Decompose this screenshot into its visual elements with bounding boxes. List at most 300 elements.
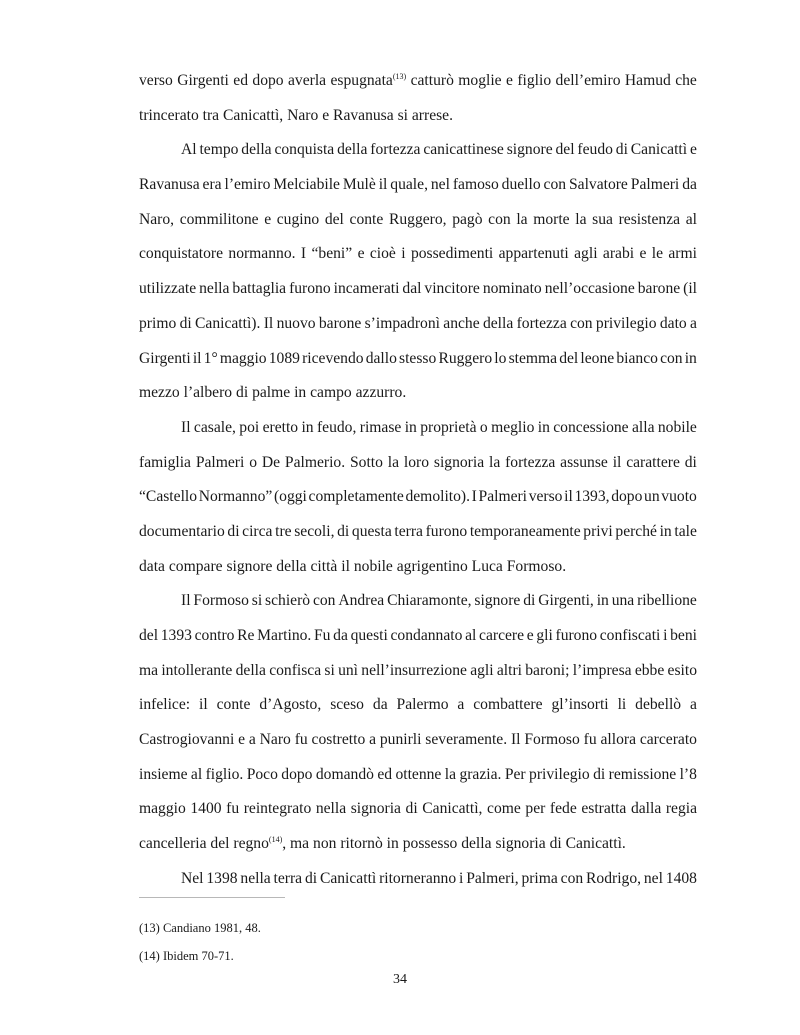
line-word: il — [341, 557, 350, 575]
line-word: si — [251, 592, 263, 610]
line-word: dopo — [611, 488, 643, 506]
line-word: di — [523, 592, 536, 610]
line-word: che — [675, 72, 697, 89]
line-word: di — [227, 522, 240, 540]
line-word: tra — [202, 106, 220, 124]
line-word: 1408 — [665, 869, 697, 887]
line-word: della — [235, 661, 266, 679]
line-word: fortezza — [505, 453, 556, 471]
line-word: nel — [643, 869, 663, 887]
body-text — [139, 64, 697, 897]
line-word: incamerati — [333, 280, 400, 298]
line-word: Palmerio. — [284, 453, 346, 471]
line-word: Formoso — [524, 731, 580, 749]
line-word: Ravanusa — [139, 176, 200, 194]
line-word: i — [459, 869, 464, 887]
line-word: quale, — [390, 176, 428, 194]
line-word: ottenne — [395, 765, 442, 783]
line-word: Salvatore — [568, 176, 628, 194]
line-word: feudo — [577, 141, 613, 159]
line-word: catturò — [410, 72, 454, 89]
line-word: (oggi — [273, 488, 307, 506]
line-word: gl’insorti — [551, 696, 609, 714]
line-word: signore — [474, 592, 521, 610]
line-word: e — [238, 731, 246, 749]
line-word: da — [372, 696, 388, 714]
line-word: pagò — [452, 210, 483, 228]
line-word: e — [322, 106, 330, 124]
line-word: agli — [574, 245, 598, 263]
line-word: del — [559, 349, 579, 367]
line-word: nominato — [482, 280, 542, 298]
text-line — [139, 619, 697, 654]
line-word: tre — [275, 522, 292, 540]
line-word: un — [644, 488, 660, 506]
line-word: Castrogiovanni — [139, 731, 235, 749]
line-word: in — [596, 592, 609, 610]
line-word: con — [660, 349, 683, 367]
line-word: dal — [402, 280, 422, 298]
line-word: lo — [494, 349, 507, 367]
line-word: l’8 — [679, 765, 697, 783]
footnotes — [139, 914, 697, 970]
line-word: Al — [181, 141, 197, 159]
line-word: averla — [288, 72, 327, 89]
line-word: della — [461, 835, 492, 853]
line-word: commilitone — [179, 210, 259, 228]
line-word: 1393, — [574, 488, 610, 506]
text-line — [139, 203, 697, 238]
text-line — [139, 168, 697, 203]
line-word: carcere — [479, 627, 525, 644]
line-word: compare — [168, 557, 223, 575]
line-word: dato — [659, 314, 687, 332]
line-word: contro — [194, 627, 235, 644]
line-word: per — [525, 800, 546, 818]
line-word: furono — [289, 280, 331, 298]
line-word: alla — [631, 418, 655, 436]
line-word: Girgenti — [139, 349, 191, 367]
line-word: Re — [237, 627, 255, 644]
line-word: demolito). — [405, 488, 470, 506]
text-line — [139, 376, 697, 411]
line-word: la — [444, 765, 457, 783]
line-word: I — [471, 488, 477, 506]
line-word: tale — [674, 522, 697, 540]
line-word: mezzo — [139, 384, 180, 402]
line-word: ricevendo — [302, 349, 364, 367]
line-word: del — [555, 141, 575, 159]
line-word: terra — [273, 869, 303, 887]
line-word: Ruggero — [438, 349, 493, 367]
line-word: schierò — [265, 592, 311, 610]
line-word: espugnata$^{(13)}$ — [330, 72, 407, 89]
line-word: vuoto — [661, 488, 697, 506]
line-word: (il — [683, 280, 697, 298]
line-word: 1089 — [268, 349, 300, 367]
line-word: in — [684, 349, 697, 367]
line-word: o — [479, 418, 488, 436]
line-word: Canicattì). — [195, 314, 261, 332]
line-word: cioè — [369, 245, 396, 263]
line-word: Martino. — [257, 627, 312, 644]
line-word: combattere — [473, 696, 543, 714]
line-word: Sotto — [349, 453, 383, 471]
text-line — [139, 99, 697, 134]
line-word: privi — [583, 522, 613, 540]
line-word: assunse — [560, 453, 608, 471]
text-line — [139, 862, 697, 897]
line-word: e — [689, 141, 697, 159]
line-word: con — [488, 210, 511, 228]
line-word: di — [549, 835, 562, 853]
line-word: conquistatore — [139, 245, 224, 263]
text-line — [139, 723, 697, 758]
line-word: d’Agosto, — [259, 696, 322, 714]
line-word: signore — [226, 557, 273, 575]
line-word: e — [639, 245, 647, 263]
line-word: possesso — [402, 835, 458, 853]
line-word: Canicattì — [630, 141, 688, 159]
line-word: della — [241, 141, 272, 159]
line-word: carattere — [626, 453, 680, 471]
line-word: arrese. — [411, 106, 454, 124]
line-word: nobile — [353, 557, 393, 575]
text-line — [139, 272, 697, 307]
line-word: si — [324, 661, 335, 679]
text-line — [139, 64, 697, 99]
text-line — [139, 342, 697, 377]
line-word: 1393 — [160, 627, 192, 644]
line-word: o — [249, 453, 257, 471]
line-word: e — [526, 627, 534, 644]
line-word: privilegio — [529, 765, 590, 783]
line-word: terra — [394, 522, 423, 540]
line-word: ed — [377, 765, 393, 783]
line-word: eretto — [262, 418, 299, 436]
line-word: ritornò — [340, 835, 383, 853]
line-word: ed — [233, 72, 248, 89]
line-word: fu — [294, 731, 308, 749]
line-word: moglie — [458, 72, 502, 89]
text-line — [139, 515, 697, 550]
line-word: Girgenti, — [538, 592, 594, 610]
line-word: Melciabile — [273, 176, 340, 194]
text-line — [139, 446, 697, 481]
line-word: palme — [252, 384, 291, 402]
line-word: Palermo — [396, 696, 449, 714]
line-word: s’impadronì — [364, 314, 440, 332]
line-word: altri — [496, 661, 522, 679]
line-word: grazia. — [459, 765, 502, 783]
text-line — [139, 307, 697, 342]
footnote: (14) Ibidem 70-71. — [139, 949, 234, 963]
line-word: casale, — [193, 418, 236, 436]
line-word: temporaneamente — [469, 522, 581, 540]
line-word: fu — [583, 731, 597, 749]
line-word: con — [312, 592, 336, 610]
line-word: bianco — [616, 349, 658, 367]
line-word: carcerato — [639, 731, 697, 749]
page-number: 34 — [393, 972, 407, 987]
line-word: maggio — [139, 800, 186, 818]
line-word: Canicattì. — [565, 835, 626, 853]
line-word: Mulè — [342, 176, 376, 194]
line-word: stemma — [508, 349, 558, 367]
line-word: perché — [615, 522, 657, 540]
line-word: barone — [318, 314, 362, 332]
line-word: dopo — [281, 765, 313, 783]
text-line — [139, 550, 697, 585]
line-word: 1400 — [190, 800, 222, 818]
line-word: loro — [403, 453, 430, 471]
line-word: vincitore — [424, 280, 480, 298]
line-word: duello — [501, 176, 541, 194]
line-word: dallo — [365, 349, 397, 367]
line-word: leone — [580, 349, 615, 367]
line-word: Normanno” — [198, 488, 273, 506]
line-word: rimase — [359, 418, 402, 436]
line-word: armi — [668, 245, 697, 263]
line-word: baroni; — [525, 661, 570, 679]
line-word: sceso — [330, 696, 364, 714]
line-word: stesso — [399, 349, 437, 367]
line-word: agrigentino — [396, 557, 468, 575]
line-word: canicattinese — [423, 141, 504, 159]
line-word: maggio — [219, 349, 267, 367]
line-word: figlio — [517, 72, 552, 89]
line-word: figlio. — [205, 765, 244, 783]
line-word: fu — [226, 800, 240, 818]
line-word: il — [378, 176, 388, 194]
line-word: allora — [600, 731, 636, 749]
text-line — [139, 411, 697, 446]
line-word: circa — [242, 522, 273, 540]
line-word: fede — [549, 800, 577, 818]
line-word: in — [659, 522, 672, 540]
line-word: si — [397, 106, 408, 124]
line-word: infelice: — [139, 696, 191, 714]
line-word: nuovo — [276, 314, 316, 332]
line-word: unì — [338, 661, 359, 679]
line-word: da — [333, 627, 348, 644]
line-word: proprietà — [420, 418, 477, 436]
line-word: nell’insurrezione — [361, 661, 467, 679]
line-word: signoria — [433, 453, 485, 471]
line-word: “beni” — [311, 245, 353, 263]
line-word: questa — [351, 522, 392, 540]
line-word: Girgenti — [177, 72, 229, 89]
line-word: in — [537, 418, 550, 436]
line-word: furono — [555, 627, 598, 644]
line-word: privilegio — [595, 314, 657, 332]
line-word: agli — [470, 661, 494, 679]
line-word: Poco — [246, 765, 278, 783]
line-word: Il — [510, 731, 521, 749]
line-word: e — [357, 245, 365, 263]
line-word: Fu — [314, 627, 331, 644]
line-word: la — [516, 210, 528, 228]
line-word: in — [294, 384, 307, 402]
text-line — [139, 792, 697, 827]
text-line — [139, 758, 697, 793]
line-word: la — [575, 210, 587, 228]
line-word: di — [615, 141, 628, 159]
line-word: arabi — [602, 245, 635, 263]
line-word: estratta — [581, 800, 627, 818]
line-word: 1° — [203, 349, 218, 367]
line-word: a — [457, 696, 465, 714]
line-word: ebbe — [634, 661, 665, 679]
line-word: città — [310, 557, 338, 575]
line-word: questi — [350, 627, 388, 644]
line-word: i — [663, 627, 668, 644]
line-word: concessione — [553, 418, 629, 436]
line-word: l’albero — [183, 384, 233, 402]
line-word: di — [179, 314, 192, 332]
line-word: costretto — [311, 731, 366, 749]
line-word: data — [139, 557, 165, 575]
line-word: regia — [665, 800, 697, 818]
text-line — [139, 654, 697, 689]
line-word: De — [261, 453, 281, 471]
line-word: poi — [239, 418, 260, 436]
line-word: intollerante — [161, 661, 233, 679]
line-word: punirli — [379, 731, 422, 749]
line-word: “Castello — [139, 488, 198, 506]
line-word: fortezza — [370, 141, 421, 159]
line-word: era — [202, 176, 222, 194]
line-word: con — [570, 314, 593, 332]
line-word: ma — [290, 835, 310, 853]
line-word: Il — [181, 592, 191, 610]
line-word: nella — [240, 869, 271, 887]
line-word: confiscati — [599, 627, 661, 644]
line-word: da — [682, 176, 697, 194]
line-word: regno$^{(14)}$, — [233, 835, 287, 853]
line-word: battaglia — [232, 280, 287, 298]
line-word: conte — [349, 210, 384, 228]
footnote-ref: (14) — [268, 835, 283, 845]
line-word: a — [248, 731, 256, 749]
line-word: Chiaramonte, — [387, 592, 472, 610]
line-word: trincerato — [139, 106, 199, 124]
line-word: Luca — [471, 557, 503, 575]
line-word: domandò — [315, 765, 374, 783]
line-word: barone — [637, 280, 681, 298]
line-word: nella — [315, 800, 347, 818]
line-word: al — [190, 765, 203, 783]
line-word: di — [593, 765, 606, 783]
line-word: conte — [216, 696, 251, 714]
line-word: di — [337, 522, 350, 540]
line-word: esito — [667, 661, 697, 679]
text-line — [139, 688, 697, 723]
line-word: ma — [139, 661, 159, 679]
line-word: della — [276, 557, 307, 575]
line-word: della — [482, 314, 514, 332]
line-word: signoria — [350, 800, 401, 818]
line-word: dalla — [630, 800, 662, 818]
line-word: al — [685, 210, 697, 228]
line-word: nell’occasione — [544, 280, 635, 298]
text-line — [139, 584, 697, 619]
line-word: primo — [139, 314, 177, 332]
line-word: cancelleria — [139, 835, 207, 853]
line-word: di — [684, 453, 697, 471]
line-word: di — [405, 800, 418, 818]
line-word: Palmeri — [195, 453, 245, 471]
line-word: gli — [536, 627, 553, 644]
line-word: campo — [310, 384, 352, 402]
line-word: il — [199, 696, 208, 714]
line-word: Palmeri — [630, 176, 680, 194]
line-word: con — [560, 869, 584, 887]
line-word: Ruggero, — [388, 210, 447, 228]
line-word: appartenuti — [498, 245, 569, 263]
line-word: la — [488, 453, 501, 471]
line-word: severamente. — [425, 731, 508, 749]
line-word: ritorneranno — [379, 869, 457, 887]
text-line — [139, 237, 697, 272]
footnote: (13) Candiano 1981, 48. — [139, 921, 261, 935]
line-word: signoria — [495, 835, 546, 853]
line-word: dell’emiro — [555, 72, 621, 89]
line-word: nobile — [657, 418, 697, 436]
line-word: documentario — [139, 522, 225, 540]
line-word: nel — [430, 176, 450, 194]
line-word: e — [506, 72, 513, 89]
line-word: Formoso. — [506, 557, 567, 575]
line-word: Nel — [181, 869, 204, 887]
line-word: Palmeri, — [466, 869, 519, 887]
line-word: Il — [263, 314, 274, 332]
line-word: I — [300, 245, 307, 263]
line-word: l’impresa — [572, 661, 632, 679]
line-word: anche — [443, 314, 480, 332]
line-word: furono — [425, 522, 468, 540]
line-word: del — [324, 210, 344, 228]
line-word: dopo — [252, 72, 284, 89]
footnote-ref: (13) — [392, 72, 407, 81]
line-word: meglio — [491, 418, 535, 436]
line-word: Palmeri — [478, 488, 528, 506]
line-word: del — [210, 835, 230, 853]
line-word: sua — [592, 210, 613, 228]
line-word: cugino — [276, 210, 320, 228]
line-word: a — [690, 696, 697, 714]
line-word: a — [690, 314, 697, 332]
text-line — [139, 827, 697, 862]
line-word: Canicattì — [319, 869, 377, 887]
line-word: verso — [528, 488, 563, 506]
line-word: feudo, — [316, 418, 357, 436]
line-word: e — [264, 210, 272, 228]
line-word: prima — [521, 869, 558, 887]
footnote-separator — [139, 897, 285, 898]
line-word: in — [301, 418, 314, 436]
line-word: Canicattì, — [223, 106, 284, 124]
line-word: possedimenti — [410, 245, 494, 263]
text-line — [139, 133, 697, 168]
line-word: Naro — [287, 106, 319, 124]
line-word: Formoso — [193, 592, 249, 610]
line-word: remissione — [608, 765, 677, 783]
line-word: normanno. — [228, 245, 296, 263]
line-word: Per — [504, 765, 526, 783]
line-word: nella — [199, 280, 230, 298]
line-word: Naro — [259, 731, 291, 749]
